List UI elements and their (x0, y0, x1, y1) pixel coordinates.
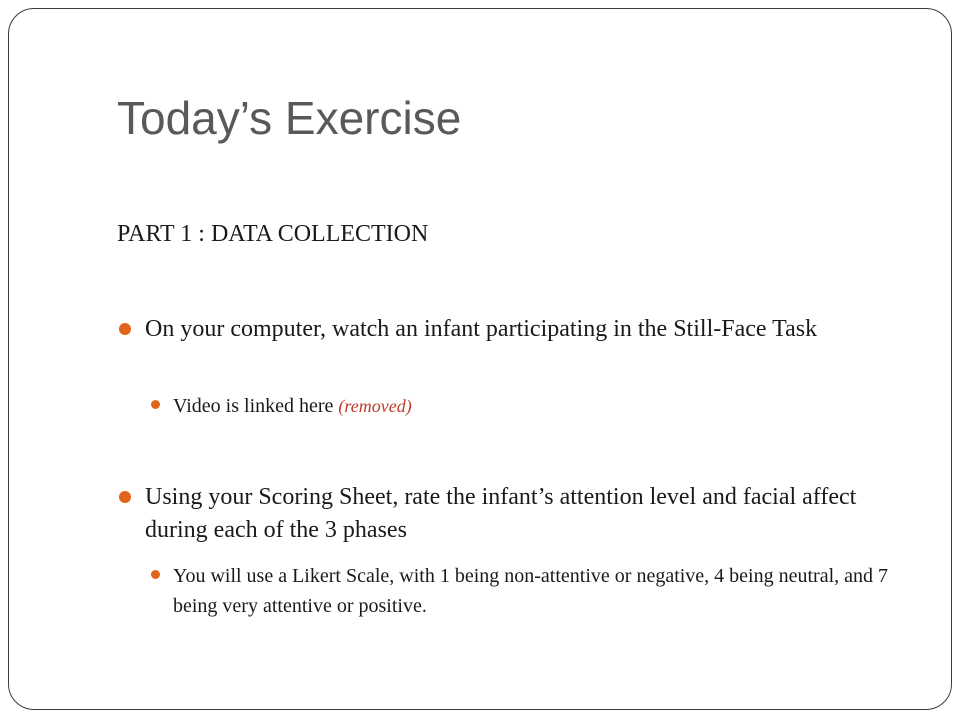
sub-bullet-dot-icon (151, 400, 160, 409)
removed-link-note: (removed) (338, 396, 412, 416)
bullet-text: Using your Scoring Sheet, rate the infant’s attention level and facial affect during each of the 3 phases (145, 484, 857, 543)
bullet-item (145, 481, 905, 547)
bullet-text: On your computer, watch an infant participating in the Still-Face Task (145, 316, 818, 342)
part-heading: PART 1 : DATA COLLECTION (117, 221, 429, 247)
sub-bullet-text: Video is linked here (173, 395, 339, 417)
slide-title: Today’s Exercise (117, 92, 462, 144)
bullet-dot-icon (119, 491, 131, 503)
sub-bullet-item (173, 561, 913, 621)
bullet-item (145, 313, 905, 346)
slide-frame (8, 8, 952, 710)
sub-bullet-text: You will use a Likert Scale, with 1 being non-attentive or negative, 4 being neutral, and 7 being very attentive or positive. (173, 565, 889, 617)
bullet-dot-icon (119, 323, 131, 335)
sub-bullet-item (173, 391, 913, 421)
sub-bullet-dot-icon (151, 570, 160, 579)
